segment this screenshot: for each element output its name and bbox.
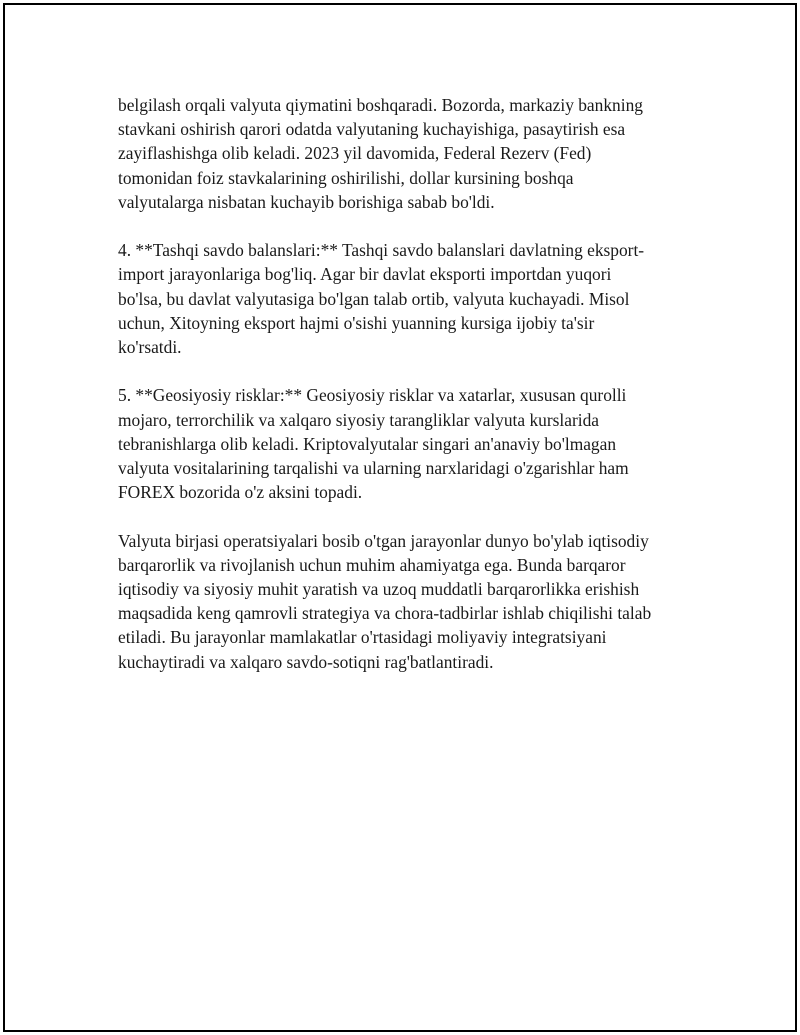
text-line: ko'rsatdi. xyxy=(118,337,182,358)
text-line: valyutalarga nisbatan kuchayib borishiga sabab bo'ldi. xyxy=(118,191,495,212)
paragraph-trade-balances xyxy=(118,238,690,359)
text-line: etiladi. Bu jarayonlar mamlakatlar o'rtasidagi moliyaviy integratsiyani xyxy=(118,627,607,648)
text-line: tomonidan foiz stavkalarining oshirilishi, dollar kursining boshqa xyxy=(118,167,574,188)
text-line: import jarayonlariga bog'liq. Agar bir davlat eksporti importdan yuqori xyxy=(118,264,612,285)
text-line: valyuta vositalarining tarqalishi va ularning narxlaridagi o'zgarishlar ham xyxy=(118,458,629,479)
text-line: barqarorlik va rivojlanish uchun muhim ahamiyatga ega. Bunda barqaror xyxy=(118,554,626,575)
text-line: kuchaytiradi va xalqaro savdo-sotiqni rag'batlantiradi. xyxy=(118,651,494,672)
text-line: stavkani oshirish qarori odatda valyutaning kuchayishiga, pasaytirish esa xyxy=(118,119,626,140)
text-line: FOREX bozorida o'z aksini topadi. xyxy=(118,482,363,503)
paragraph-geopolitical-risks xyxy=(118,383,690,504)
text-line: belgilash orqali valyuta qiymatini boshqaradi. Bozorda, markaziy bankning xyxy=(118,95,643,115)
paragraph-interest-rates xyxy=(118,93,690,214)
text-line: tebranishlarga olib keladi. Kriptovalyutalar singari an'anaviy bo'lmagan xyxy=(118,433,617,454)
text-line: mojaro, terrorchilik va xalqaro siyosiy tarangliklar valyuta kurslarida xyxy=(118,409,599,430)
text-line: maqsadida keng qamrovli strategiya va chora-tadbirlar ishlab chiqilishi talab xyxy=(118,603,652,624)
paragraph-conclusion xyxy=(118,529,690,674)
text-line: zayiflashishga olib keladi. 2023 yil davomida, Federal Rezerv (Fed) xyxy=(118,143,592,164)
text-line: 4. **Tashqi savdo balanslari:** Tashqi savdo balanslari davlatning eksport- xyxy=(118,240,645,261)
text-line: Valyuta birjasi operatsiyalari bosib o'tgan jarayonlar dunyo bo'ylab iqtisodiy xyxy=(118,530,649,551)
text-line: 5. **Geosiyosiy risklar:** Geosiyosiy risklar va xatarlar, xususan qurolli xyxy=(118,385,627,406)
text-line: iqtisodiy va siyosiy muhit yaratish va uzoq muddatli barqarorlikka erishish xyxy=(118,579,640,600)
text-line: bo'lsa, bu davlat valyutasiga bo'lgan talab ortib, valyuta kuchayadi. Misol xyxy=(118,288,630,309)
text-line: uchun, Xitoyning eksport hajmi o'sishi yuanning kursiga ijobiy ta'sir xyxy=(118,312,595,333)
document-body xyxy=(118,93,690,698)
